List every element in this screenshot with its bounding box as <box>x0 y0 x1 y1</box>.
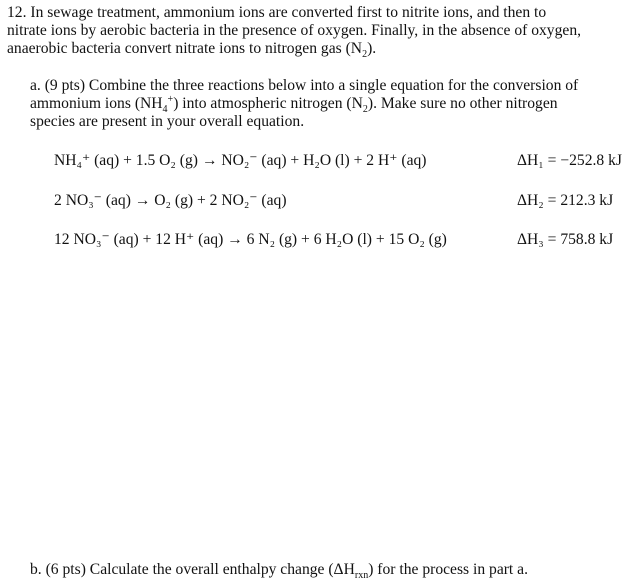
intro-line-3: anaerobic bacteria convert nitrate ions to nitrogen gas (N <box>7 40 363 57</box>
part-a-label: a. <box>30 77 41 94</box>
reaction-3-equation: 12 NO₃⁻ (aq) + 12 H⁺ (aq) → 6 N₂ (g) + 6 H₂O (l) + 15 O₂ (g) <box>54 231 447 248</box>
intro-line-2: nitrate ions by aerobic bacteria in the presence of oxygen. Finally, in the absence of oxygen, <box>7 22 582 39</box>
reaction-1-equation: NH₄⁺ (aq) + 1.5 O₂ (g) → NO₂⁻ (aq) + H₂O (l) + 2 H⁺ (aq) <box>54 152 427 169</box>
question-number: 12. <box>7 4 27 21</box>
reaction-3-enthalpy: ΔH₃ = 758.8 kJ <box>517 231 614 248</box>
part-a-text-2c: ). Make sure no other nitrogen <box>367 95 558 112</box>
part-b-prompt <box>30 561 630 582</box>
intro-line-1: In sewage treatment, ammonium ions are converted first to nitrite ions, and then to <box>30 4 547 21</box>
part-a-text-2b: ) into atmospheric nitrogen (N <box>173 95 363 112</box>
part-b-text-before: Calculate the overall enthalpy change (ΔH <box>89 561 355 578</box>
reaction-1-enthalpy: ΔH₁ = −252.8 kJ <box>517 152 622 169</box>
part-b-label: b. <box>30 561 42 578</box>
reaction-2-equation: 2 NO₃⁻ (aq) → O₂ (g) + 2 NO₂⁻ (aq) <box>54 192 287 209</box>
part-a-text-2a: ammonium ions (NH <box>30 95 163 112</box>
intro-subscript: 2 <box>362 49 368 61</box>
part-a-sub-2: 2 <box>362 104 368 116</box>
part-b-points: (6 pts) <box>45 561 86 578</box>
question-intro <box>7 4 631 61</box>
part-a-text-3: species are present in your overall equation. <box>30 113 305 130</box>
part-a-sup-plus: + <box>167 93 174 105</box>
reaction-2-enthalpy: ΔH₂ = 212.3 kJ <box>517 192 614 209</box>
intro-end: ). <box>367 40 377 57</box>
part-b-text-after: ) for the process in part a. <box>368 561 528 578</box>
part-a-sub-4: 4 <box>162 104 168 116</box>
part-a-text-1: Combine the three reactions below into a single equation for the conversion of <box>88 77 579 94</box>
part-b-sub-rxn: rxn <box>354 570 369 582</box>
part-a-points: (9 pts) <box>44 77 86 94</box>
part-a-prompt <box>30 77 630 131</box>
